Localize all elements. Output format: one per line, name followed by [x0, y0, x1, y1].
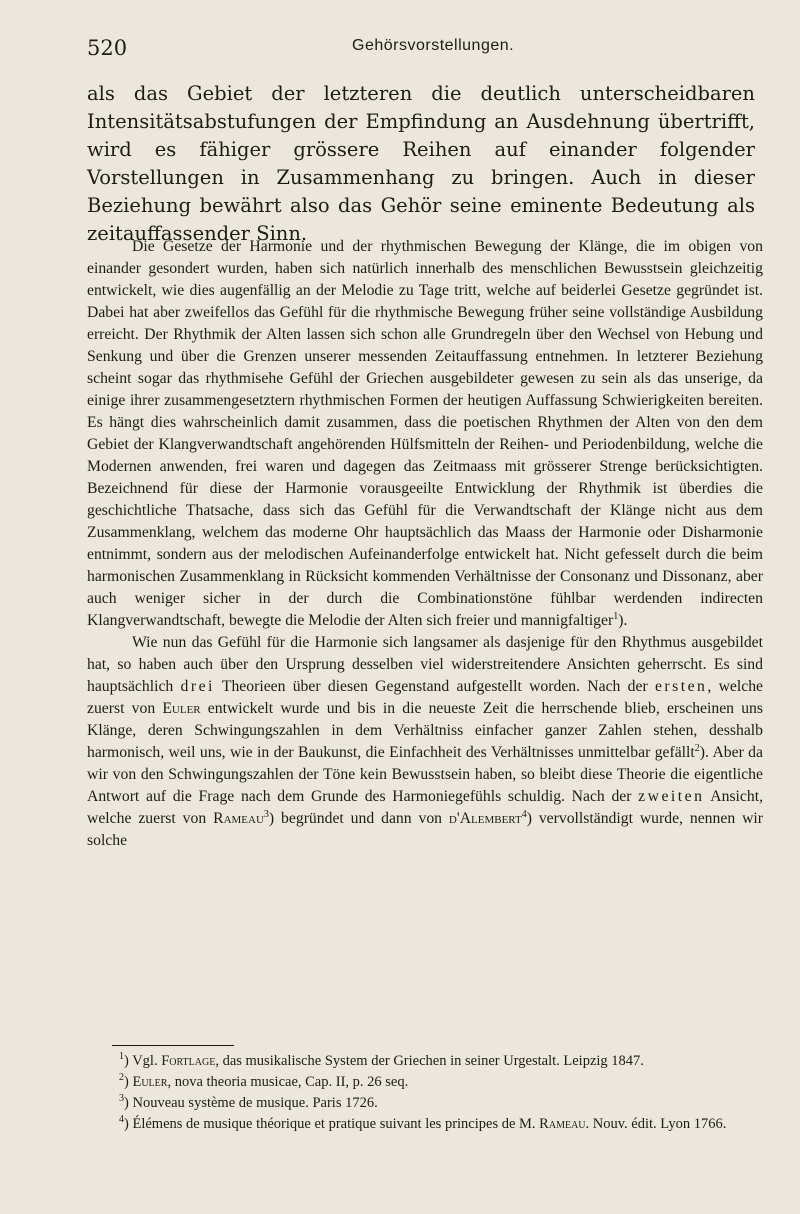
footnotes — [87, 1051, 763, 1135]
text-run: . Aber da wir von den Schwingungszahlen der Töne kein Bewusstsein haben, so bleibt diese Theorie die eigentliche Antwort auf die Frage nach dem Grunde des Harmoniegefühls schuldig. Nach der — [87, 744, 763, 805]
footnote: $^2$) Euler, nova theoria musicae, Cap. II, p. 26 seq. — [119, 1072, 409, 1090]
footnote-text: , nova theoria musicae, Cap. II, p. 26 seq. — [167, 1074, 409, 1090]
text-run: , welche zuerst von — [87, 678, 764, 717]
page-number: 520 — [87, 36, 128, 60]
paragraph-harmony-rhythm: Die Gesetze der Harmonie und der rhythmischen Bewegung der Klänge, die im obigen von einander gesondert wurden, haben sich natürlich innerhalb des menschlichen Bewusstsein gleichzeitig entwickelt, wie dies augenfällig an der Melodie zu Tage tritt, welche auf beiderlei Gesetze gegründet ist. Dabei hat aber zweifellos das Gefühl für die rhythmische Bewegung früher seine vollständige Ausbildung erreicht. Der Rhythmik der Alten lassen sich schon alle Grundregeln über den Wechsel von Hebung und Senkung und über die Grenzen unserer messenden Zeitauffassung entnehmen. In letzterer Beziehung scheint sogar das rhythmisehe Gefühl der Griechen ausgebildeter gewesen zu sein als das unserige, da einige ihrer zusammengesetztern rhythmischen Formen der heutigen Auffassung Schwierigkeiten bereiten. Es hängt dies wahrscheinlich damit zusammen, dass die poetischen Rhythmen der Alten von den dem Gebiet der Klangverwandtschaft angehörenden Hülfsmitteln der Reihen- und Periodenbildung, welche die Modernen anwenden, frei waren und dagegen das Zeitmaass mit grösserer Strenge berücksichtigten. Bezeichnend für diese der Harmonie vorausgeeilte Entwicklung der Rhythmik ist überdies die geschichtliche Thatsache, dass sich das Gefühl für die Verwandtschaft der Klänge nicht aus dem Zusammenklang, welchem das moderne Ohr hauptsächlich das Maass der Harmonie oder Disharmonie entnimmt, sondern aus der melodischen Aufeinanderfolge entwickelt hat. Nicht gefesselt durch die beim harmonischen Zusammenklang in Rücksicht kommenden Verhältnisse der Consonanz und Dissonanz, aber auch weniger sicher in der durch die Combinationstöne fühlbar werdenden indirecten Klangverwandtschaft, bewegte die Melodie der Alten sich freier und mannigfaltiger$^1$). — [87, 238, 763, 629]
body-text — [87, 236, 763, 852]
footnote-ref: 1 — [613, 610, 619, 622]
footnote-number: 3 — [119, 1093, 124, 1105]
footnote-number: 2 — [119, 1072, 124, 1084]
footnote-number: 4 — [119, 1114, 124, 1126]
footnote-text: , das musikalische System der Griechen in seiner Urgestalt. Leipzig 1847. — [215, 1053, 644, 1069]
footnote-text: Élémens de musique théorique et pratique suivant les principes de M. — [132, 1116, 540, 1132]
footnote-divider — [112, 1045, 234, 1046]
intro-paragraph: als das Gebiet der letzteren die deutlich unterscheidbaren Intensitätsabstufungen der Empfindung an Ausdehnung übertrifft, wird es fähiger grössere Reihen auf einander folgender Vorstellungen in Zusammenhang zu bringen. Auch in dieser Beziehung bewährt also das Gehör seine eminente Bedeutung als zeitauffassender Sinn. — [87, 82, 755, 245]
footnote-author: Rameau — [539, 1116, 586, 1132]
emphasis-ersten: ersten — [654, 678, 708, 695]
footnote-text: Vgl. — [132, 1053, 162, 1069]
page-header — [87, 36, 760, 66]
footnote-author: Fortlage — [161, 1053, 216, 1069]
paragraph-text: Die Gesetze der Harmonie und der rhythmischen Bewegung der Klänge, die im obigen von einander gesondert wurden, haben sich natürlich innerhalb des menschlichen Bewusstsein gleichzeitig entwickelt, wie dies augenfällig an der Melodie zu Tage tritt, welche auf beiderlei Gesetze gegründet ist. Dabei hat aber zweifellos das Gefühl für die rhythmische Bewegung früher seine vollständige Ausbildung erreicht. Der Rhythmik der Alten lassen sich schon alle Grundregeln über den Wechsel von Hebung und Senkung und über die Grenzen unserer messenden Zeitauffassung entnehmen. In letzterer Beziehung scheint sogar das rhythmisehe Gefühl der Griechen ausgebildeter gewesen zu sein als das unserige, da einige ihrer zusammengesetztern rhythmischen Formen der heutigen Auffassung Schwierigkeiten bereiten. Es hängt dies wahrscheinlich damit zusammen, dass die poetischen Rhythmen der Alten von den dem Gebiet der Klangverwandtschaft angehörenden Hülfsmitteln der Reihen- und Periodenbildung, welche die Modernen anwenden, frei waren und dagegen das Zeitmaass mit grösserer Strenge berücksichtigten. Bezeichnend für diese der Harmonie vorausgeeilte Entwicklung der Rhythmik ist überdies die geschichtliche Thatsache, dass sich das Gefühl für die Verwandtschaft der Klänge nicht aus dem Zusammenklang, welchem das moderne Ohr hauptsächlich das Maass der Harmonie oder Disharmonie entnimmt, sondern aus der melodischen Aufeinanderfolge entwickelt hat. Nicht gefesselt durch die beim harmonischen Zusammenklang in Rücksicht kommenden Verhältnisse der Consonanz und Dissonanz, aber auch weniger sicher in der durch die Combinationstöne fühlbar werdenden indirecten Klangverwandtschaft, bewegte die Melodie der Alten sich freier und mannigfaltiger — [87, 238, 763, 629]
footnote: $^1$) Vgl. Fortlage, das musikalische System der Griechen in seiner Urgestalt. Leipzig 1847. — [119, 1051, 644, 1069]
running-title: Gehörsvorstellungen. — [352, 37, 515, 54]
author-rameau: Rameau — [213, 810, 264, 827]
emphasis-zweiten: zweiten — [638, 788, 705, 805]
author-alembert: d'Alembert — [448, 810, 522, 827]
footnote-ref: 4 — [521, 808, 527, 820]
emphasis-drei: drei — [180, 678, 215, 695]
footnote-text: Nouveau système de musique. Paris 1726. — [132, 1095, 378, 1111]
footnote-text: . Nouv. édit. Lyon 1766. — [585, 1116, 727, 1132]
text-run: Ansicht, welche zuerst von — [87, 788, 763, 827]
author-euler: Euler — [162, 700, 201, 717]
text-run: begründet und dann von — [274, 810, 449, 827]
paragraph-theories: Wie nun das Gefühl für die Harmonie sich langsamer als dasjenige für den Rhythmus ausgebildet hat, so haben auch über den Ursprung desselben viel widerstreitendere Ansichten geherrscht. Es sind hauptsächlich drei Theorieen über diesen Gegenstand aufgestellt worden. Nach der ersten, welche zuerst von Euler entwickelt wurde und bis in die neueste Zeit die herrschende blieb, erscheinen uns Klänge, deren Schwingungszahlen in dem Verhältniss einfacher ganzer Zahlen stehen, desshalb harmonisch, weil uns, wie in der Baukunst, die Einfachheit des Verhältnisses unmittelbar gefällt$^2$). Aber da wir von den Schwingungszahlen der Töne kein Bewusstsein haben, so bleibt diese Theorie die eigentliche Antwort auf die Frage nach dem Grunde des Harmoniegefühls schuldig. Nach der zweiten Ansicht, welche zuerst von Rameau$^3$) begründet und dann von d'Alembert$^4$) vervollständigt wurde, nennen wir solche — [87, 634, 764, 849]
footnote-number: 1 — [119, 1051, 124, 1063]
footnote-author: Euler — [132, 1074, 168, 1090]
footnote: $^3$) Nouveau système de musique. Paris 1726. — [119, 1093, 378, 1111]
footnote-ref: 2 — [694, 742, 700, 754]
paragraph-end: . — [623, 612, 628, 629]
footnote-ref: 3 — [263, 808, 269, 820]
footnote: $^4$) Élémens de musique théorique et pratique suivant les principes de M. Rameau. Nouv. édit. Lyon 1766. — [119, 1114, 727, 1132]
text-run: vervollständigt wurde, nennen wir solche — [87, 810, 763, 849]
text-run: Theorieen über diesen Gegenstand aufgestellt worden. Nach der — [214, 678, 655, 695]
text-run: Wie nun das Gefühl für die Harmonie sich langsamer als dasjenige für den Rhythmus ausgebildet hat, so haben auch über den Ursprung desselben viel widerstreitendere Ansichten geherrscht. Es sind hauptsächlich — [87, 634, 763, 695]
text-run: entwickelt wurde und bis in die neueste Zeit die herrschende blieb, erscheinen uns Klänge, deren Schwingungszahlen in dem Verhältniss einfacher ganzer Zahlen stehen, desshalb harmonisch, weil uns, wie in der Baukunst, die Einfachheit des Verhältnisses unmittelbar gefällt — [87, 700, 763, 761]
